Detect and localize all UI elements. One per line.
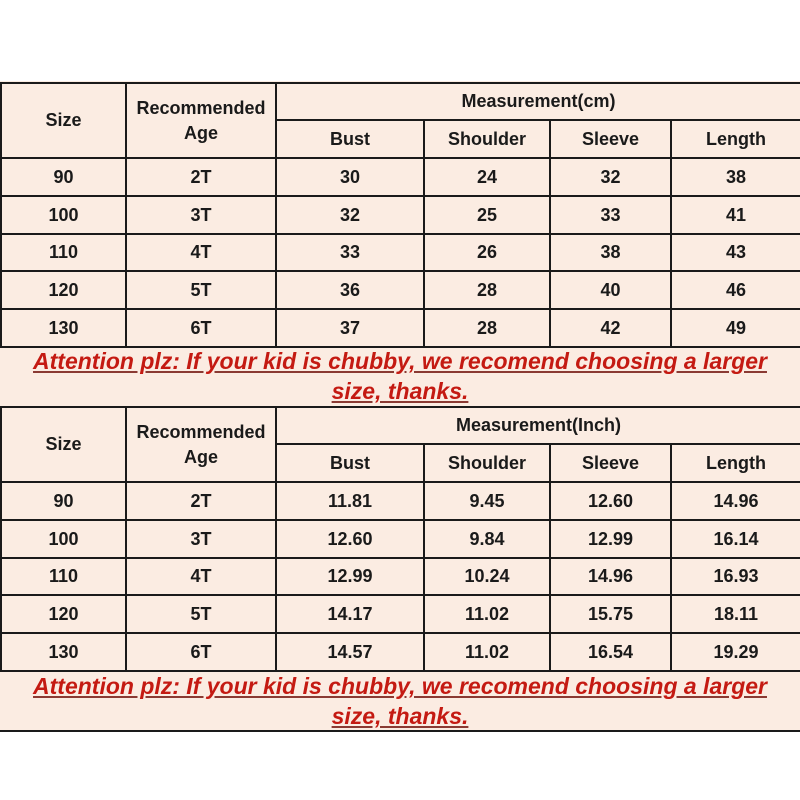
bust-cell: 11.81 [276,482,424,520]
sleeve-cell: 12.60 [550,482,671,520]
notice-line-2: size, thanks. [331,378,469,404]
shoulder-cell: 9.84 [424,520,550,558]
table-row [1,158,800,196]
sleeve-cell: 40 [550,271,671,309]
column-header-sleeve: Sleeve [550,444,671,482]
notice-line-1: Attention plz: If your kid is chubby, we recomend choosing a larger [33,348,767,374]
measurement-header: Measurement(cm) [276,83,800,120]
sleeve-cell: 33 [550,196,671,234]
shoulder-cell: 24 [424,158,550,196]
age-cell: 3T [126,520,276,558]
table-row [1,234,800,271]
bust-cell: 30 [276,158,424,196]
sleeve-cell: 12.99 [550,520,671,558]
column-header-shoulder: Shoulder [424,444,550,482]
table-row [1,482,800,520]
age-cell: 2T [126,158,276,196]
age-cell: 5T [126,595,276,633]
bottom-divider [0,730,800,732]
notice-line-1: Attention plz: If your kid is chubby, we recomend choosing a larger [33,673,767,699]
size-cell: 110 [1,234,126,271]
shoulder-cell: 28 [424,309,550,347]
size-header: Size [1,407,126,482]
size-table-inch [0,406,800,672]
size-cell: 130 [1,633,126,671]
bust-cell: 37 [276,309,424,347]
sleeve-cell: 15.75 [550,595,671,633]
table-row [1,595,800,633]
size-header: Size [1,83,126,158]
age-cell: 4T [126,558,276,595]
shoulder-cell: 25 [424,196,550,234]
size-cell: 90 [1,482,126,520]
size-cell: 100 [1,196,126,234]
shoulder-cell: 28 [424,271,550,309]
table-row [1,309,800,347]
age-cell: 3T [126,196,276,234]
length-cell: 49 [671,309,800,347]
length-cell: 43 [671,234,800,271]
table-row [1,558,800,595]
age-cell: 2T [126,482,276,520]
column-header-bust: Bust [276,444,424,482]
length-cell: 16.93 [671,558,800,595]
age-cell: 5T [126,271,276,309]
age-cell: 6T [126,309,276,347]
column-header-bust: Bust [276,120,424,158]
size-cell: 90 [1,158,126,196]
age-cell: 6T [126,633,276,671]
bust-cell: 14.17 [276,595,424,633]
table-row [1,196,800,234]
column-header-shoulder: Shoulder [424,120,550,158]
length-cell: 41 [671,196,800,234]
shoulder-cell: 26 [424,234,550,271]
sleeve-cell: 42 [550,309,671,347]
sleeve-cell: 16.54 [550,633,671,671]
bust-cell: 33 [276,234,424,271]
table-row [1,271,800,309]
sleeve-cell: 14.96 [550,558,671,595]
column-header-sleeve: Sleeve [550,120,671,158]
size-cell: 100 [1,520,126,558]
length-cell: 16.14 [671,520,800,558]
table-row [1,520,800,558]
length-cell: 18.11 [671,595,800,633]
size-cell: 120 [1,271,126,309]
sleeve-cell: 32 [550,158,671,196]
recommended-age-header: Recommended Age [126,407,276,482]
chubby-notice-inch [0,671,800,731]
size-cell: 110 [1,558,126,595]
length-cell: 38 [671,158,800,196]
notice-line-2: size, thanks. [331,703,469,729]
size-cell: 130 [1,309,126,347]
column-header-length: Length [671,120,800,158]
shoulder-cell: 9.45 [424,482,550,520]
length-cell: 46 [671,271,800,309]
measurement-header: Measurement(Inch) [276,407,800,444]
recommended-age-header: Recommended Age [126,83,276,158]
chubby-notice-cm [0,346,800,406]
size-table-cm [0,82,800,348]
shoulder-cell: 10.24 [424,558,550,595]
shoulder-cell: 11.02 [424,633,550,671]
age-cell: 4T [126,234,276,271]
length-cell: 14.96 [671,482,800,520]
sleeve-cell: 38 [550,234,671,271]
bust-cell: 36 [276,271,424,309]
size-cell: 120 [1,595,126,633]
bust-cell: 12.99 [276,558,424,595]
length-cell: 19.29 [671,633,800,671]
column-header-length: Length [671,444,800,482]
table-row [1,633,800,671]
bust-cell: 32 [276,196,424,234]
bust-cell: 12.60 [276,520,424,558]
bust-cell: 14.57 [276,633,424,671]
shoulder-cell: 11.02 [424,595,550,633]
